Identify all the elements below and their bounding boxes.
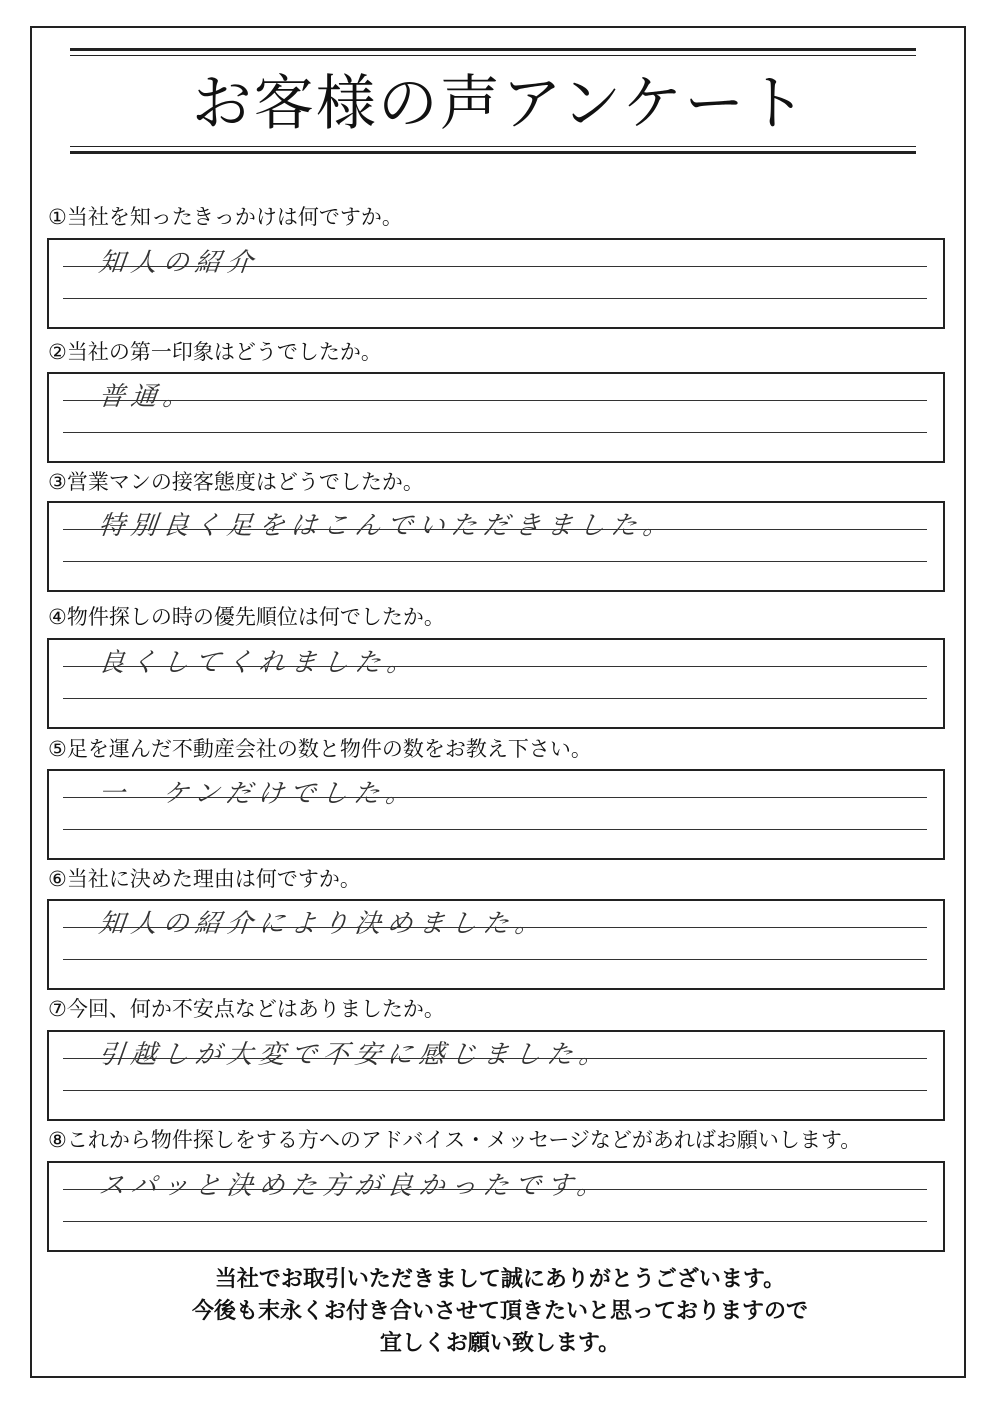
answer-3-text: 特別良く足をはこんでいただきました。 — [97, 511, 677, 541]
question-8-label: ⑧これから物件探しをする方へのアドバイス・メッセージなどがあればお願いします。 — [48, 1128, 862, 1152]
answer-box-4 — [47, 638, 945, 729]
closing-line-2: 今後も末永くお付き合いさせて頂きたいと思っておりますので — [191, 1299, 808, 1324]
answer-line — [63, 561, 927, 562]
answer-line — [63, 298, 927, 299]
answer-line — [63, 959, 927, 960]
answer-6-text: 知人の紹介により決めました。 — [97, 909, 549, 939]
answer-7-text: 引越しが大変で不安に感じました。 — [97, 1040, 613, 1070]
answer-box-7 — [47, 1030, 945, 1121]
title-rule-bottom — [70, 146, 916, 154]
answer-line — [63, 1221, 927, 1222]
answer-box-6 — [47, 899, 945, 990]
question-3-label: ③営業マンの接客態度はどうでしたか。 — [48, 470, 424, 494]
answer-line — [63, 698, 927, 699]
answer-line — [63, 432, 927, 433]
question-6-label: ⑥当社に決めた理由は何ですか。 — [48, 867, 361, 891]
answer-8-text: スパッと決めた方が良かったです。 — [97, 1171, 611, 1201]
answer-line — [63, 1090, 927, 1091]
answer-box-2 — [47, 372, 945, 463]
closing-line-3: 宜しくお願い致します。 — [379, 1331, 621, 1356]
question-2-label: ②当社の第一印象はどうでしたか。 — [48, 340, 382, 364]
answer-5-text: 一 ケンだけでした。 — [97, 779, 420, 809]
title-rule-top — [70, 48, 916, 56]
answer-2-text: 普通。 — [97, 382, 197, 412]
answer-box-5 — [47, 769, 945, 860]
question-4-label: ④物件探しの時の優先順位は何でしたか。 — [48, 605, 445, 629]
closing-line-1: 当社でお取引いただきまして誠にありがとうございます。 — [214, 1267, 786, 1292]
question-7-label: ⑦今回、何か不安点などはありましたか。 — [48, 997, 445, 1021]
page-title: お客様の声アンケート — [191, 69, 809, 139]
answer-box-8 — [47, 1161, 945, 1252]
answer-box-3 — [47, 501, 945, 592]
question-5-label: ⑤足を運んだ不動産会社の数と物件の数をお教え下さい。 — [48, 737, 592, 761]
answer-line — [63, 829, 927, 830]
question-1-label: ①当社を知ったきっかけは何ですか。 — [48, 205, 403, 229]
answer-1-text: 知人の紹介 — [97, 248, 261, 278]
answer-4-text: 良くしてくれました。 — [97, 648, 421, 678]
answer-box-1 — [47, 238, 945, 329]
